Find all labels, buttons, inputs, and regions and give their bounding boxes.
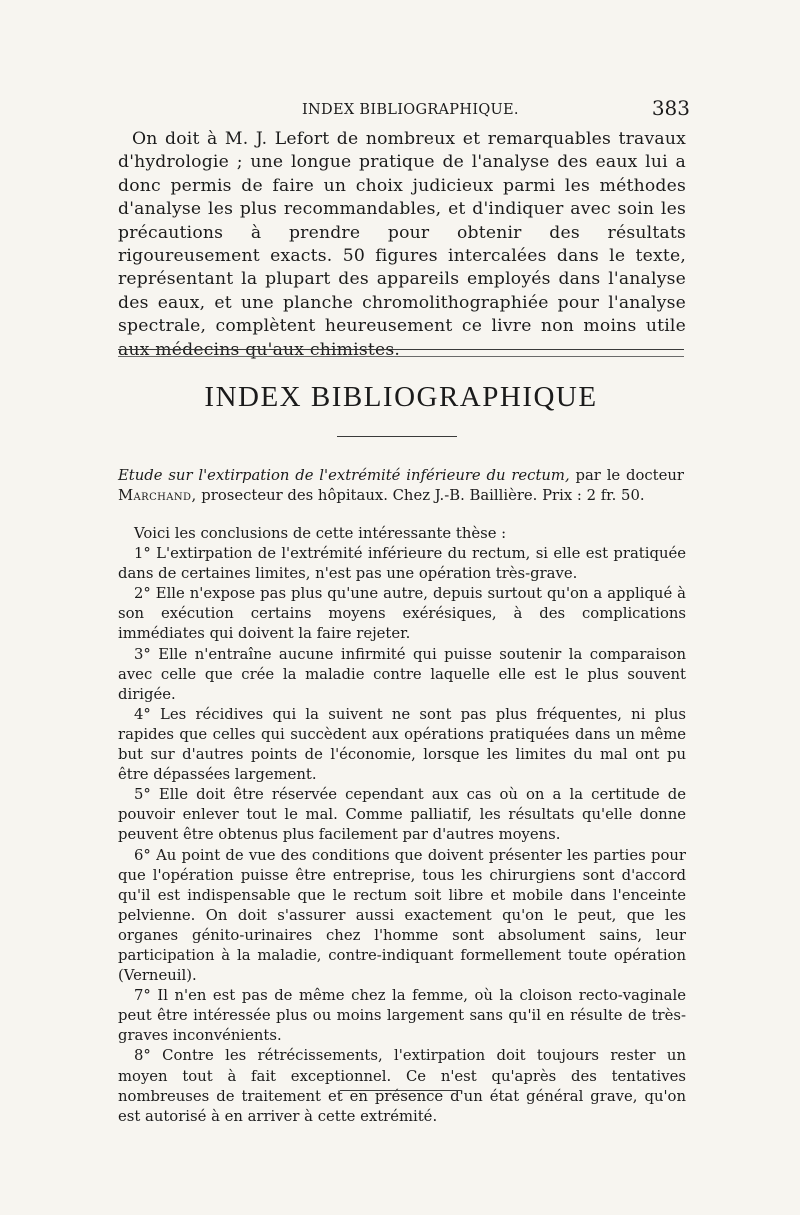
section-title: INDEX BIBLIOGRAPHIQUE <box>204 381 598 413</box>
intro-paragraph: On doit à M. J. Lefort de nombreux et remarquables travaux d'hydrologie ; une longue pratique de l'analyse des eaux lui a donc permis de faire un choix judicieux parmi les méthodes d'analyse les plus recommandables, et d'indiquer avec soin les précautions à prendre pour obtenir des résultats rigoureusement exacts. 50 figures intercalées dans le texte, représentant la plupart des appareils employés dans l'analyse des eaux, et une planche chromolithographiée pour l'analyse spectrale, complètent heureusement ce livre non moins utile aux médecins qu'aux chimistes. <box>118 129 686 360</box>
conclusion-item: 8° Contre les rétrécissements, l'extirpation doit toujours rester un moyen tout à fait exceptionnel. Ce n'est qu'après des tentatives nombreuses de traitement et en présence d'un état général grave, qu'on est autorisé à en arriver à cette extrémité. <box>118 1047 686 1125</box>
page-number: 383 <box>651 96 690 120</box>
title-underline <box>337 436 457 437</box>
author-name: Marchand, <box>118 487 197 504</box>
publication-details: prosecteur des hôpitaux. Chez J.-B. Baillière. Prix : 2 fr. 50. <box>196 487 645 504</box>
bibliographic-entry <box>118 466 684 506</box>
conclusion-item: 5° Elle doit être réservée cependant aux cas où on a la certitude de pouvoir enlever tout le mal. Comme palliatif, les résultats qu'elle donne peuvent être obtenus plus facilement par d'autres moyens. <box>118 786 686 844</box>
conclusions-intro: Voici les conclusions de cette intéressante thèse : <box>134 525 507 542</box>
conclusion-item: 3° Elle n'entraîne aucune infirmité qui puisse soutenir la comparaison avec celle que crée la maladie contre laquelle elle est le plus souvent dirigée. <box>118 645 686 703</box>
conclusion-item: 1° L'extirpation de l'extrémité inférieure du rectum, si elle est pratiquée dans de certaines limites, n'est pas une opération très-grave. <box>118 545 686 583</box>
conclusion-item: 6° Au point de vue des conditions que doivent présenter les parties pour que l'opération puisse être entreprise, tous les chirurgiens sont d'accord qu'il est indispensable que le rectum soit libre et mobile dans l'enceinte pelvienne. On doit s'assurer aussi exactement qu'on le peut, que les organes génito-urinaires chez l'homme sont absolument sains, leur participation à la maladie, contre-indiquant formellement toute opération (Verneuil). <box>118 846 686 985</box>
work-title: Etude sur l'extirpation de l'extrémité inférieure du rectum, <box>118 467 570 484</box>
running-header <box>118 96 690 126</box>
citation-by: par le docteur <box>569 467 684 484</box>
conclusion-item: 2° Elle n'expose pas plus qu'une autre, depuis surtout qu'on a appliqué à son exécution certains moyens exérésiques, à des complications immédiates qui doivent la faire rejeter. <box>118 585 686 643</box>
conclusions-list <box>118 524 686 1127</box>
conclusion-item: 4° Les récidives qui la suivent ne sont pas plus fréquentes, ni plus rapides que celles qui succèdent aux opérations pratiquées dans un même but sur d'autres points de l'économie, lorsque les limites du mal ont pu être dépassées largement. <box>118 705 686 784</box>
section-divider <box>118 349 684 357</box>
end-rule <box>340 1090 462 1091</box>
running-title: INDEX BIBLIOGRAPHIQUE. <box>302 102 519 118</box>
conclusion-item: 7° Il n'en est pas de même chez la femme, où la cloison recto-vaginale peut être intéressée plus ou moins largement sans qu'il en résulte de très-graves inconvénients. <box>118 987 686 1045</box>
